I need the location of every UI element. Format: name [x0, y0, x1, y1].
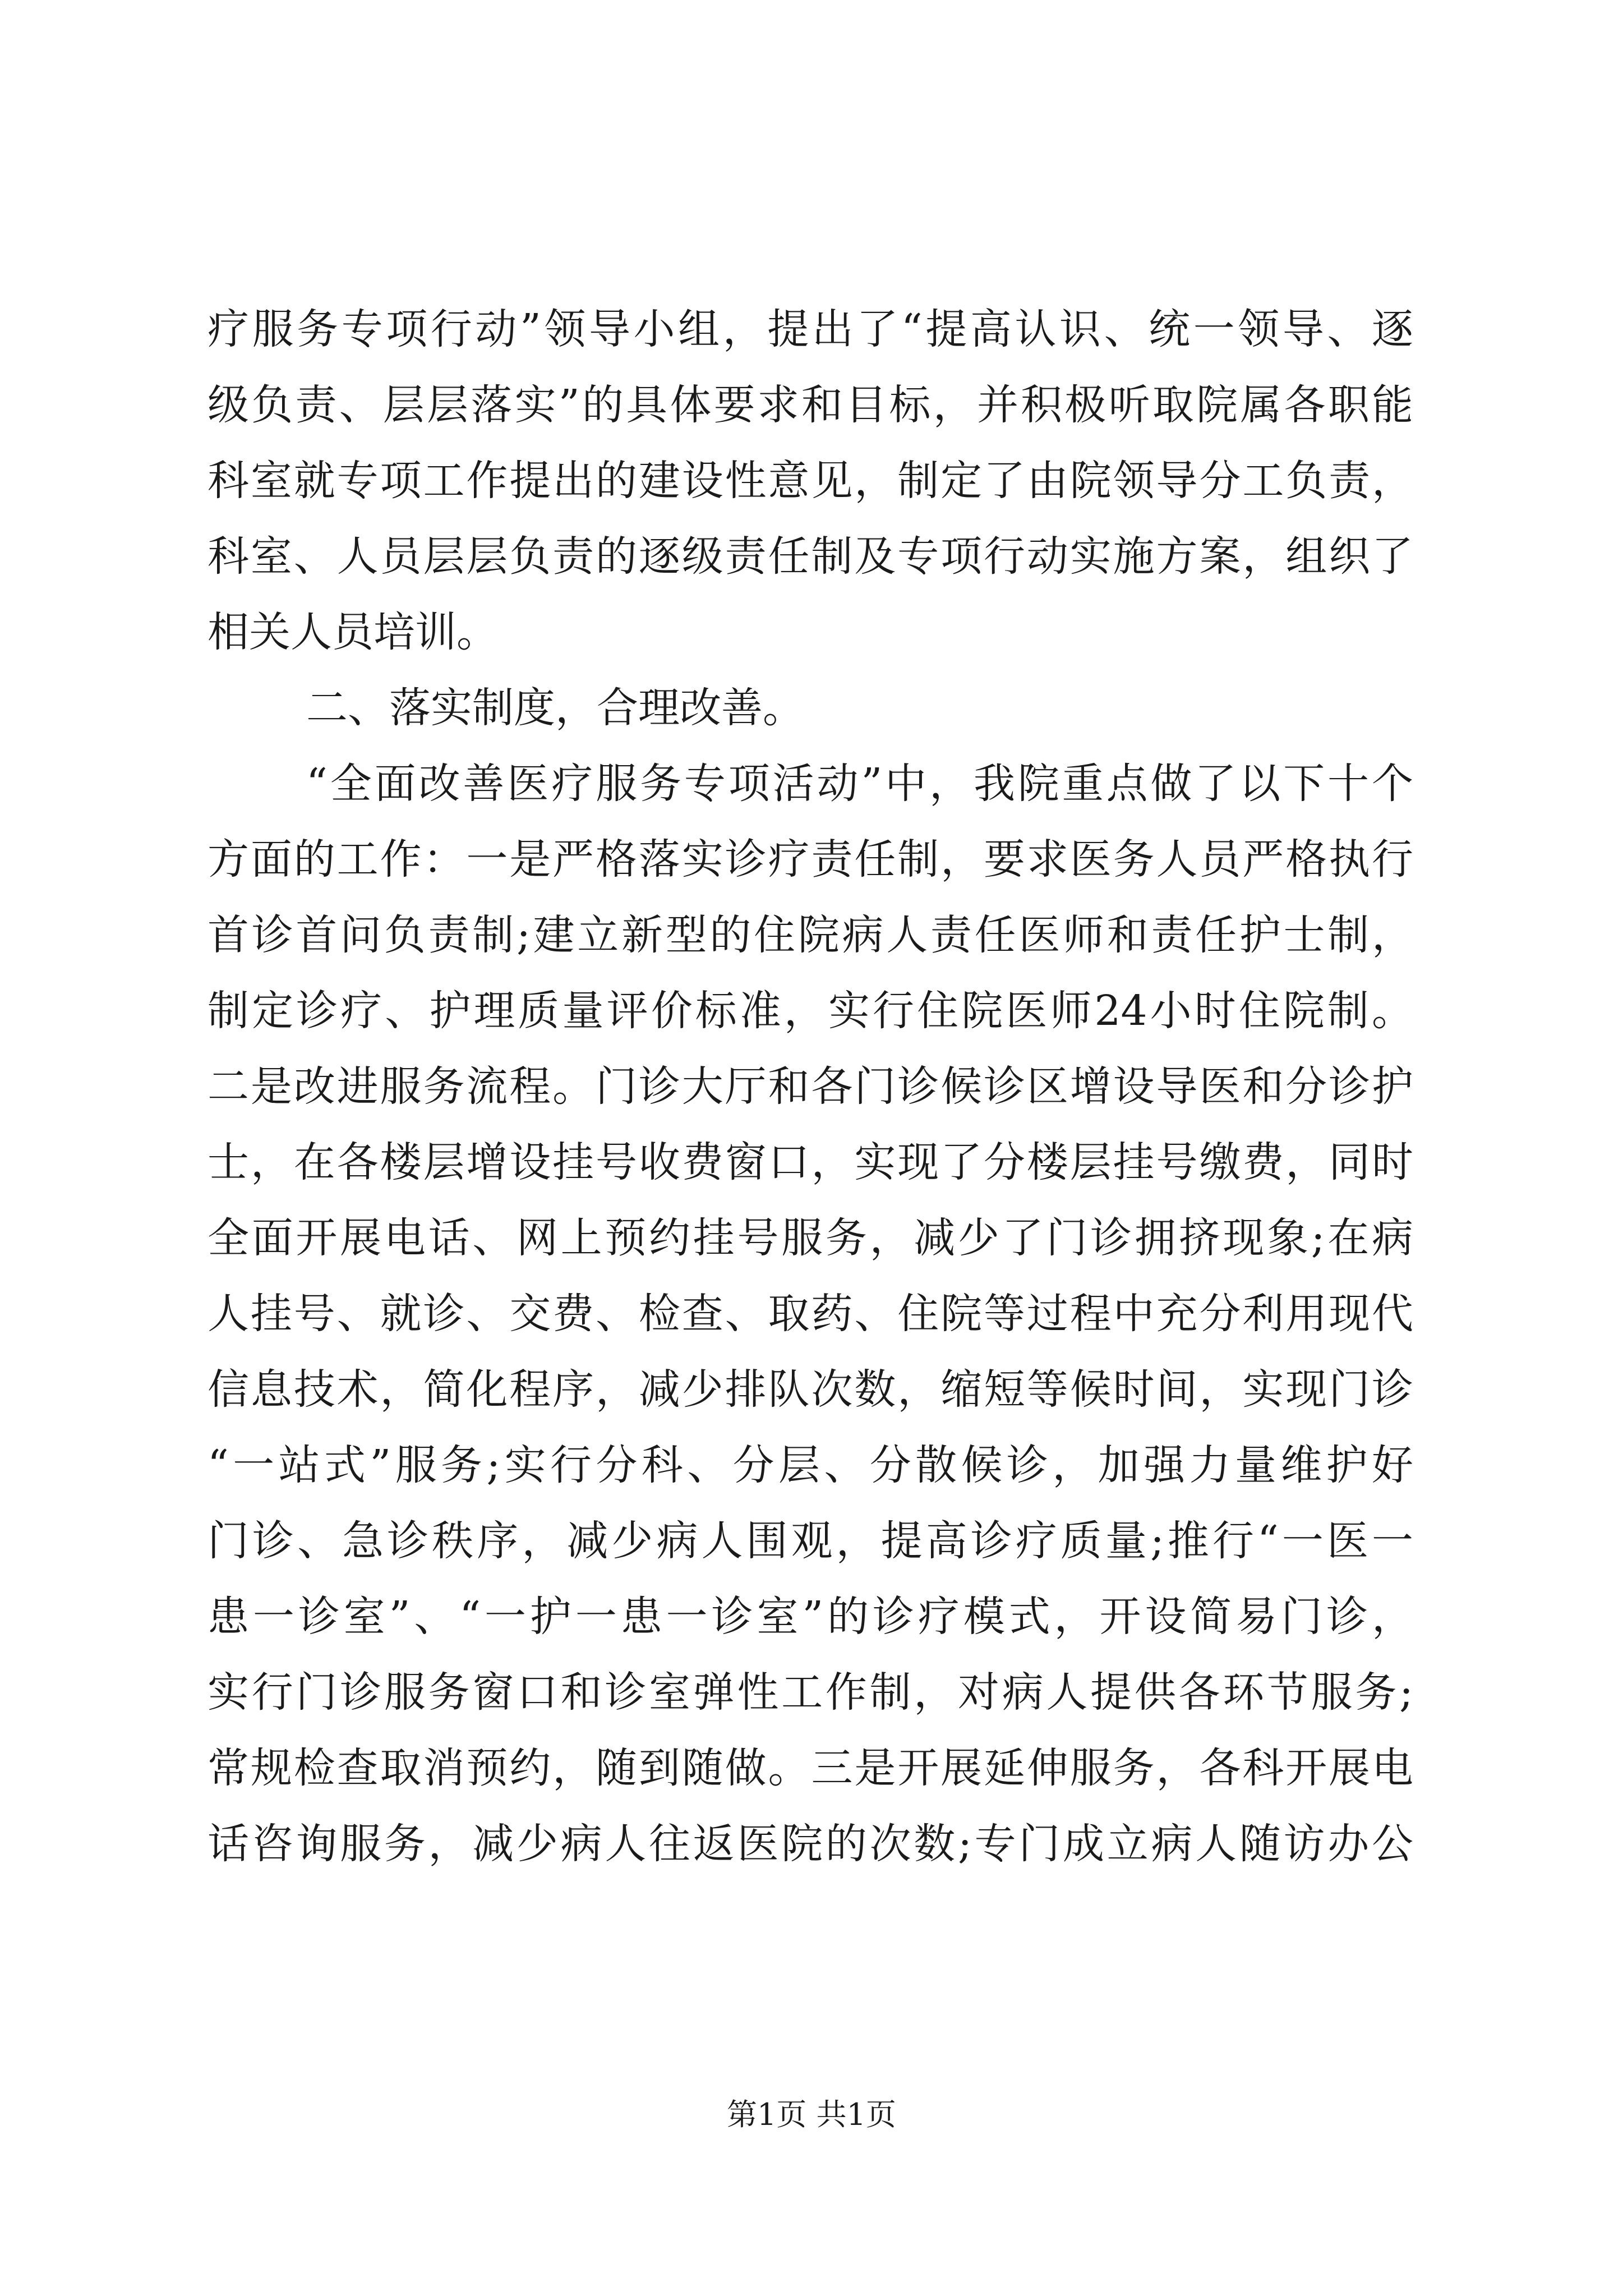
- text-line: 常规检查取消预约，随到随做。三是开展延伸服务，各科开展电: [208, 1744, 1413, 1792]
- text-line: 科室、人员层层负责的逐级责任制及专项行动实施方案，组织了: [208, 532, 1413, 581]
- section-heading: 二、落实制度，合理改善。: [306, 684, 804, 732]
- text-line: 话咨询服务，减少病人往返医院的次数;专门成立病人随访办公: [208, 1820, 1413, 1868]
- text-line: 实行门诊服务窗口和诊室弹性工作制，对病人提供各环节服务;: [208, 1668, 1413, 1717]
- text-line: 信息技术，简化程序，减少排队次数，缩短等候时间，实现门诊: [208, 1365, 1413, 1414]
- page-footer: [0, 2095, 1623, 2134]
- text-line: “全面改善医疗服务专项活动”中，我院重点做了以下十个: [306, 760, 1413, 808]
- text-line: 人挂号、就诊、交费、检查、取药、住院等过程中充分利用现代: [208, 1290, 1413, 1338]
- page-number: 第1页 共1页: [727, 2097, 896, 2132]
- text-line: “一站式”服务;实行分科、分层、分散候诊，加强力量维护好: [208, 1441, 1413, 1489]
- text-line: 二是改进服务流程。门诊大厅和各门诊候诊区增设导医和分诊护: [208, 1062, 1413, 1111]
- text-line: 门诊、急诊秩序，减少病人围观，提高诊疗质量;推行“一医一: [208, 1517, 1413, 1565]
- text-line: 方面的工作：一是严格落实诊疗责任制，要求医务人员严格执行: [208, 835, 1413, 884]
- text-line: 全面开展电话、网上预约挂号服务，减少了门诊拥挤现象;在病: [208, 1214, 1413, 1262]
- text-line: 患一诊室”、“一护一患一诊室”的诊疗模式，开设简易门诊，: [208, 1593, 1413, 1641]
- text-line: 制定诊疗、护理质量评价标准，实行住院医师24小时住院制。: [208, 987, 1413, 1035]
- text-line: 首诊首问负责制;建立新型的住院病人责任医师和责任护士制，: [208, 911, 1413, 959]
- text-line: 相关人员培训。: [208, 608, 498, 656]
- text-line: 疗服务专项行动”领导小组，提出了“提高认识、统一领导、逐: [208, 305, 1413, 353]
- body-text: [208, 292, 1413, 1882]
- text-line: 士，在各楼层增设挂号收费窗口，实现了分楼层挂号缴费，同时: [208, 1138, 1413, 1186]
- text-line: 级负责、层层落实”的具体要求和目标，并积极听取院属各职能: [208, 381, 1413, 429]
- text-line: 科室就专项工作提出的建设性意见，制定了由院领导分工负责，: [208, 457, 1413, 505]
